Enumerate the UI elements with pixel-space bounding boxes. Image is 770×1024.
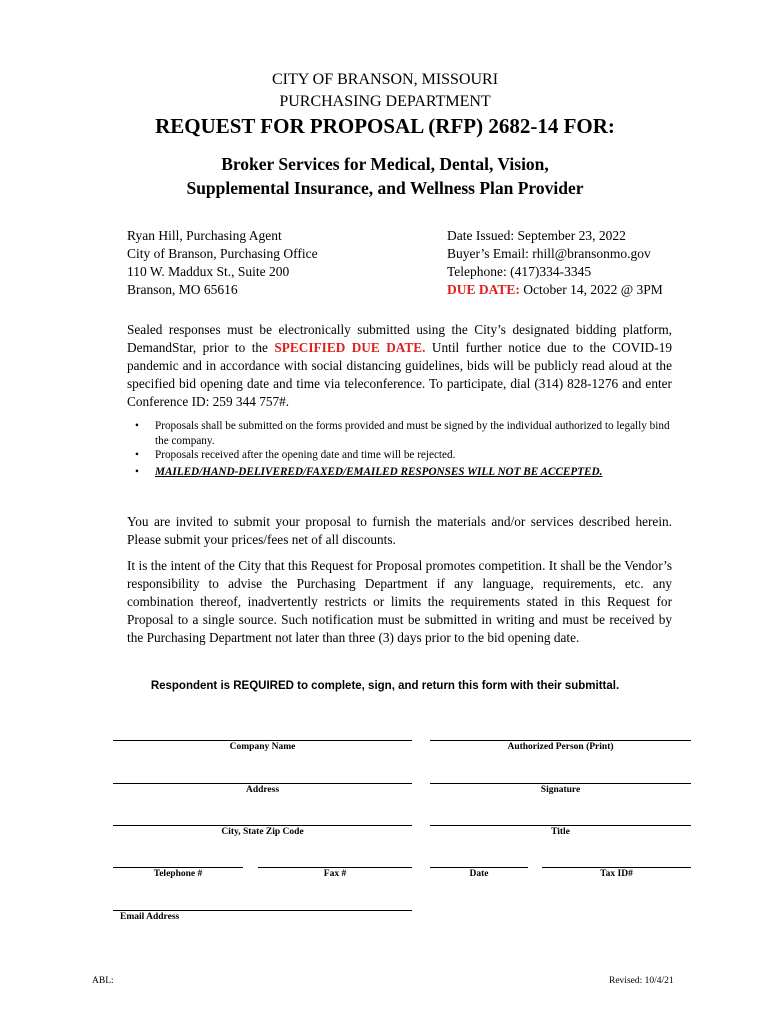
due-date-label: DUE DATE: [447,282,520,297]
purchasing-contact [127,227,318,299]
due-date [447,281,663,299]
fax-line[interactable] [258,867,412,868]
authorized-person-label: Authorized Person (Print) [507,742,614,752]
intro-text-2: Until further notice due to the COVID-19 pandemic and in accordance with social distancing guidelines, bids will be publicly read aloud at the specified bid opening date and time via teleconference. To participate, dial (314) 828-1276 and enter Conference ID: 259 344 757#. [127,340,673,409]
bullet-text: MAILED/HAND-DELIVERED/FAXED/EMAILED RESPONSES WILL NOT BE ACCEPTED. [155,465,603,478]
city-state-zip-label: City, State Zip Code [221,827,304,837]
address-label: Address [245,785,280,795]
rfp-title: REQUEST FOR PROPOSAL (RFP) 2682-14 FOR: [155,114,615,138]
street-address: 110 W. Maddux St., Suite 200 [127,264,290,279]
city-heading: CITY OF BRANSON, MISSOURI [271,71,499,88]
date-issued: Date Issued: September 23, 2022 [447,228,626,243]
list-item [135,448,680,463]
intent-paragraph: It is the intent of the City that this Request for Proposal promotes competition. It shall be the Vendor’s responsibility to advise the Purchasing Department if any language, requirements, etc. any combination thereof, inadvertently restricts or limits the requirements stated in this Request for Proposal to a single source. Such notification must be submitted in writing and must be received by the Purchasing Department not later than three (3) days prior to the bid opening date. [127,558,672,645]
list-item [135,419,680,448]
tax-id-label: Tax ID# [600,869,633,879]
invitation-paragraph: You are invited to submit your proposal to furnish the materials and/or services described herein. Please submit your prices/fees net of all discounts. [127,514,672,547]
bullet-dot: • [135,465,139,478]
fax-label: Fax # [323,869,347,879]
specified-due-date: SPECIFIED DUE DATE. [274,340,426,355]
intro-text-1: Sealed responses must be electronically submitted using the City’s designated bidding platform, DemandStar, prior to the [127,322,672,355]
telephone-label: Telephone # [153,869,203,879]
tax-id-line[interactable] [542,867,691,868]
department-heading: PURCHASING DEPARTMENT [279,93,491,110]
abl-label: ABL: [92,976,114,986]
email-address-line[interactable] [113,910,412,911]
signature-line[interactable] [430,783,691,784]
address-line[interactable] [113,783,412,784]
city-state-zip-line[interactable] [113,825,412,826]
company-name-label: Company Name [229,742,296,752]
agent-name: Ryan Hill, Purchasing Agent [127,228,282,243]
title-line[interactable] [430,825,691,826]
due-date-value: October 14, 2022 @ 3PM [519,282,663,297]
rfp-details [447,227,663,299]
list-item [135,465,680,480]
rfp-subtitle-line1: Broker Services for Medical, Dental, Vision, [221,154,549,174]
buyer-telephone: Telephone: (417)334-3345 [447,264,592,279]
bullet-dot: • [135,420,139,432]
bullet-dot: • [135,449,139,461]
telephone-line[interactable] [113,867,243,868]
required-note: Respondent is REQUIRED to complete, sign, and return this form with their submittal. [150,680,620,692]
signature-label: Signature [540,785,581,795]
date-line[interactable] [430,867,528,868]
revised-date: Revised: 10/4/21 [609,976,674,986]
city-state: Branson, MO 65616 [127,282,238,297]
date-label: Date [469,869,489,879]
bullet-list [135,419,680,479]
submission-instructions [127,321,672,411]
company-name-line[interactable] [113,740,412,741]
title-label: Title [551,827,570,837]
email-address-label: Email Address [120,912,180,922]
authorized-person-line[interactable] [430,740,691,741]
office-name: City of Branson, Purchasing Office [127,246,318,261]
buyer-email: Buyer’s Email: rhill@bransonmo.gov [447,246,651,261]
rfp-subtitle-line2: Supplemental Insurance, and Wellness Plan Provider [186,178,584,198]
bullet-text: Proposals received after the opening date and time will be rejected. [155,449,456,461]
bullet-text: Proposals shall be submitted on the forms provided and must be signed by the individual authorized to legally bind the company. [155,420,670,447]
